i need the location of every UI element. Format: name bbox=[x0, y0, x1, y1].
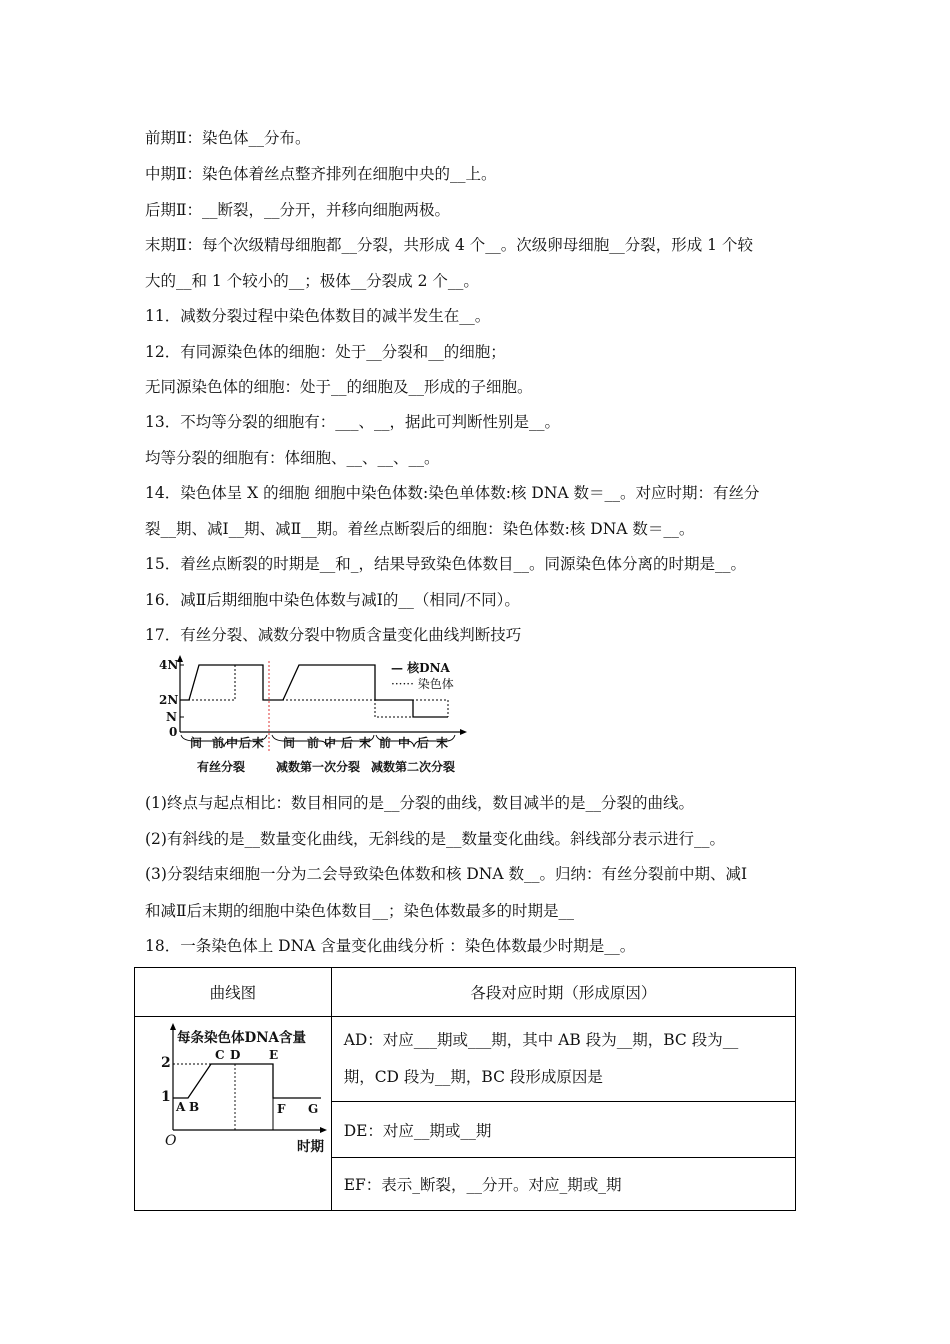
question-16: 16．减Ⅱ后期细胞中染色体数与减Ⅰ的__（相同/不同）。 bbox=[145, 591, 520, 609]
phase-label: 中 bbox=[398, 736, 411, 750]
question-18: 18．一条染色体上 DNA 含量变化曲线分析 ：染色体数最少时期是__。 bbox=[145, 937, 636, 955]
point-label-d: D bbox=[230, 1048, 241, 1062]
row-ad bbox=[331, 1017, 795, 1102]
x-axis-label: 时期 bbox=[297, 1139, 324, 1155]
phase-label: 间 bbox=[190, 736, 203, 750]
point-label-b: B bbox=[189, 1100, 200, 1114]
point-label-g: G bbox=[308, 1102, 319, 1116]
phase-label: 后 bbox=[239, 736, 252, 750]
cell-division-curve-figure bbox=[155, 655, 475, 777]
question-17-part-3-line-2: 和减Ⅱ后末期的细胞中染色体数目__；染色体数最多的时期是__ bbox=[145, 902, 575, 920]
legend-dna: — 核DNA bbox=[391, 661, 450, 675]
row-ad-text-1: AD：对应___期或___期，其中 AB 段为__期，BC 段为__ bbox=[343, 1031, 739, 1050]
phase-label: 末 bbox=[252, 736, 265, 750]
text-line-1: 前期Ⅱ：染色体__分布。 bbox=[145, 129, 311, 147]
question-12: 12．有同源染色体的细胞：处于__分裂和__的细胞； bbox=[145, 343, 506, 361]
phase-label: 前 bbox=[212, 736, 225, 750]
figure-title: 每条染色体DNA含量 bbox=[177, 1030, 307, 1046]
question-17-part-1: (1)终点与起点相比：数目相同的是__分裂的曲线，数目减半的是__分裂的曲线。 bbox=[145, 794, 694, 812]
text-line-5: 大的__和 1 个较小的__；极体__分裂成 2 个__。 bbox=[145, 272, 479, 290]
text-line-4: 末期Ⅱ：每个次级精母细胞都__分裂，共形成 4 个__。次级卵母细胞__分裂，形成 1 个较 bbox=[145, 236, 753, 254]
group-label-meiosis-1: 减数第一次分裂 bbox=[276, 760, 361, 774]
origin-label: O bbox=[165, 1133, 177, 1149]
point-label-f: F bbox=[277, 1102, 286, 1116]
phase-label: 后 bbox=[341, 736, 354, 750]
y-label-2n: 2N bbox=[159, 693, 179, 707]
phase-label: 后 bbox=[417, 736, 430, 750]
phase-label: 末 bbox=[359, 736, 372, 750]
row-ad-text-2: 期，CD 段为__期，BC 段形成原因是 bbox=[343, 1068, 603, 1087]
text-line-2: 中期Ⅱ：染色体着丝点整齐排列在细胞中央的__上。 bbox=[145, 165, 497, 183]
phase-label: 间 bbox=[283, 736, 296, 750]
question-17: 17．有丝分裂、减数分裂中物质含量变化曲线判断技巧 bbox=[145, 626, 522, 644]
legend-chromosome: ······ 染色体 bbox=[391, 677, 454, 691]
phase-label: 中 bbox=[324, 736, 337, 750]
y-label-zero: 0 bbox=[169, 725, 178, 739]
point-label-e: E bbox=[269, 1048, 279, 1062]
question-13: 13．不均等分裂的细胞有：___、__，据此可判断性别是__。 bbox=[145, 413, 560, 431]
row-de: DE：对应__期或__期 bbox=[331, 1102, 795, 1157]
dna-per-chromosome-figure bbox=[143, 1023, 329, 1155]
question-17-part-3: (3)分裂结束细胞一分为二会导致染色体数和核 DNA 数__。归纳：有丝分裂前中期、减Ⅰ bbox=[145, 865, 748, 883]
group-label-mitosis: 有丝分裂 bbox=[197, 760, 246, 774]
question-12-line-2: 无同源染色体的细胞：处于__的细胞及__形成的子细胞。 bbox=[145, 378, 533, 396]
question-11: 11．减数分裂过程中染色体数目的减半发生在__。 bbox=[145, 307, 491, 325]
question-15: 15．着丝点断裂的时期是__和_，结果导致染色体数目__。同源染色体分离的时期是__。 bbox=[145, 555, 746, 573]
analysis-table bbox=[134, 967, 796, 1211]
dna-per-chromosome-figure-cell bbox=[135, 1017, 332, 1211]
question-14-line-2: 裂__期、减Ⅰ__期、减Ⅱ__期。着丝点断裂后的细胞：染色体数:核 DNA 数＝__。 bbox=[145, 520, 695, 538]
phase-label: 末 bbox=[436, 736, 449, 750]
y-label-1: 1 bbox=[161, 1089, 171, 1105]
y-label-4n: 4N bbox=[159, 658, 179, 672]
group-label-meiosis-2: 减数第二次分裂 bbox=[371, 760, 456, 774]
y-label-n: N bbox=[166, 710, 177, 724]
row-ef: EF：表示_断裂，__分开。对应_期或_期 bbox=[331, 1157, 795, 1210]
phase-label: 前 bbox=[307, 736, 320, 750]
table-header-curve: 曲线图 bbox=[135, 968, 332, 1017]
point-label-a: A bbox=[176, 1100, 186, 1114]
phase-label: 中 bbox=[226, 736, 239, 750]
question-13-line-2: 均等分裂的细胞有：体细胞、__、__、__。 bbox=[145, 449, 440, 467]
y-label-2: 2 bbox=[161, 1055, 171, 1071]
table-header-periods: 各段对应时期（形成原因） bbox=[331, 968, 795, 1017]
question-17-part-2: (2)有斜线的是__数量变化曲线，无斜线的是__数量变化曲线。斜线部分表示进行__。 bbox=[145, 830, 725, 848]
point-label-c: C bbox=[215, 1048, 225, 1062]
text-line-3: 后期Ⅱ：__断裂，__分开，并移向细胞两极。 bbox=[145, 201, 451, 219]
question-14: 14．染色体呈 X 的细胞 细胞中染色体数:染色单体数:核 DNA 数＝__。对应时期：有丝分 bbox=[145, 484, 760, 502]
phase-label: 前 bbox=[379, 736, 392, 750]
